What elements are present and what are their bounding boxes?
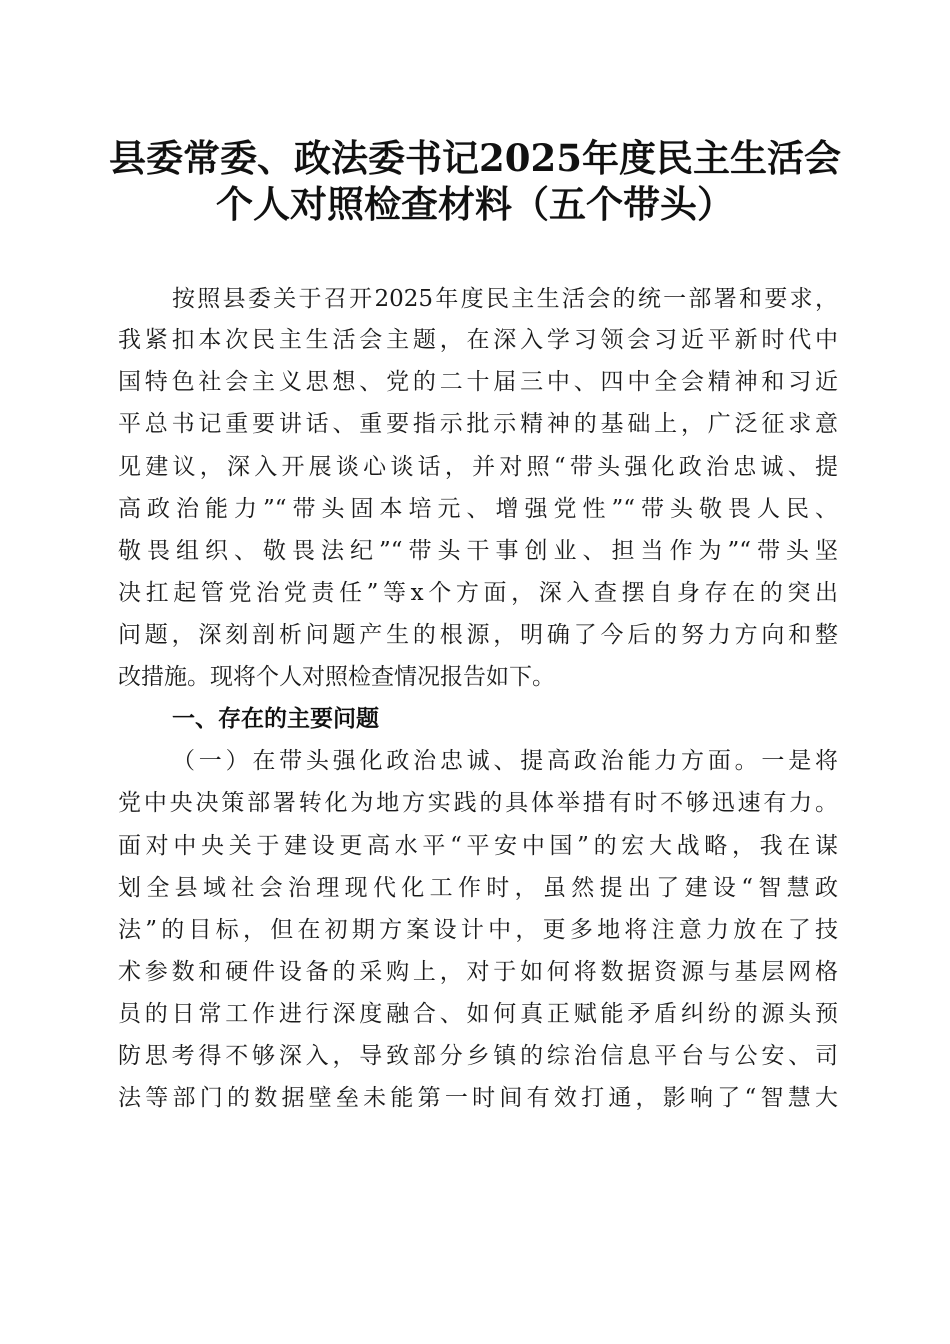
section-line: 划全县域社会治理现代化工作时，虽然提出了建设“智慧政 (118, 875, 838, 901)
document-title-line-1: 县委常委、政法委书记2025年度民主生活会 (109, 136, 841, 180)
section-line: 法”的目标，但在初期方案设计中，更多地将注意力放在了技 (118, 917, 838, 943)
intro-line: 平总书记重要讲话、重要指示批示精神的基础上，广泛征求意 (118, 411, 838, 437)
section-line: 术参数和硬件设备的采购上，对于如何将数据资源与基层网格 (118, 959, 838, 985)
intro-line: 改措施。现将个人对照检查情况报告如下。 (118, 664, 555, 690)
intro-line: 问题，深刻剖析问题产生的根源，明确了今后的努力方向和整 (118, 622, 838, 648)
intro-line: 见建议，深入开展谈心谈话，并对照“带头强化政治忠诚、提 (118, 454, 838, 480)
intro-line: 国特色社会主义思想、党的二十届三中、四中全会精神和习近 (118, 369, 838, 395)
section-line: 面对中央关于建设更高水平“平安中国”的宏大战略，我在谋 (118, 833, 838, 859)
section-line: （一）在带头强化政治忠诚、提高政治能力方面。一是将 (172, 748, 838, 774)
section-heading: 一、存在的主要问题 (172, 705, 379, 732)
section-line: 防思考得不够深入，导致部分乡镇的综治信息平台与公安、司 (118, 1043, 838, 1069)
intro-line: 敬畏组织、敬畏法纪”“带头干事创业、担当作为”“带头坚 (118, 538, 838, 564)
section-line: 员的日常工作进行深度融合、如何真正赋能矛盾纠纷的源头预 (118, 1001, 838, 1027)
document-title-line-2: 个人对照检查材料（五个带头） (216, 182, 734, 226)
intro-line: 我紧扣本次民主生活会主题，在深入学习领会习近平新时代中 (118, 327, 838, 353)
intro-line: 按照县委关于召开2025年度民主生活会的统一部署和要求， (172, 286, 838, 312)
intro-line: 高政治能力”“带头固本培元、增强党性”“带头敬畏人民、 (118, 496, 838, 522)
section-line: 党中央决策部署转化为地方实践的具体举措有时不够迅速有力。 (118, 790, 838, 816)
intro-line: 决扛起管党治党责任”等x个方面，深入查摆自身存在的突出 (118, 580, 838, 606)
section-line: 法等部门的数据壁垒未能第一时间有效打通，影响了“智慧大 (118, 1085, 838, 1111)
